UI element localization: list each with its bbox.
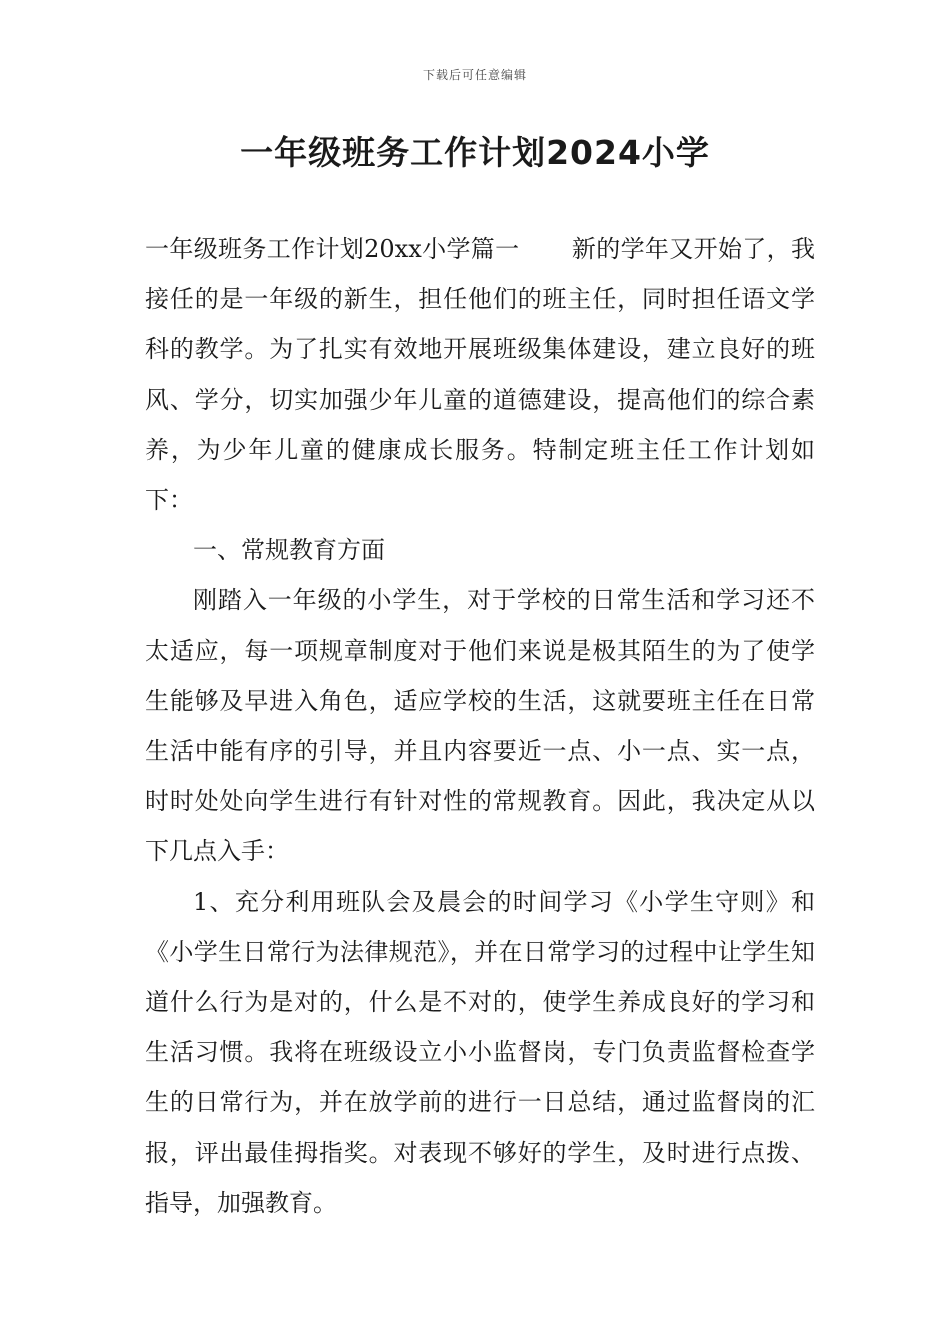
intro-heading: 一年级班务工作计划20xx小学篇一 (145, 235, 520, 263)
header-note: 下载后可任意编辑 (422, 68, 527, 82)
intro-text: 新的学年又开始了，我接任的是一年级的新生，担任他们的班主任，同时担任语文学科的教学。为了扎实有效地开展班级集体建设，建立良好的班风、学分，切实加强少年儿童的道德建设，提高他们的综合素养，为少年儿童的健康成长服务。特制定班主任工作计划如下： (145, 235, 816, 515)
document-title: 一年级班务工作计划2024小学 (240, 133, 710, 172)
intro-paragraph (145, 224, 815, 525)
item1-paragraph: 1、充分利用班队会及晨会的时间学习《小学生守则》和《小学生日常行为法律规范》，并在日常学习的过程中让学生知道什么行为是对的，什么是不对的，使学生养成良好的学习和生活习惯。我将在班级设立小小监督岗，专门负责监督检查学生的日常行为，并在放学前的进行一日总结，通过监督岗的汇报，评出最佳拇指奖。对表现不够好的学生，及时进行点拨、指导，加强教育。 (145, 887, 815, 1217)
document-body (145, 224, 815, 1228)
section1-paragraph: 刚踏入一年级的小学生，对于学校的日常生活和学习还不太适应，每一项规章制度对于他们来说是极其陌生的为了使学生能够及早进入角色，适应学校的生活，这就要班主任在日常生活中能有序的引导，并且内容要近一点、小一点、实一点，时时处处向学生进行有针对性的常规教育。因此，我决定从以下几点入手： (145, 586, 815, 866)
section1-heading: 一、常规教育方面 (193, 536, 385, 565)
